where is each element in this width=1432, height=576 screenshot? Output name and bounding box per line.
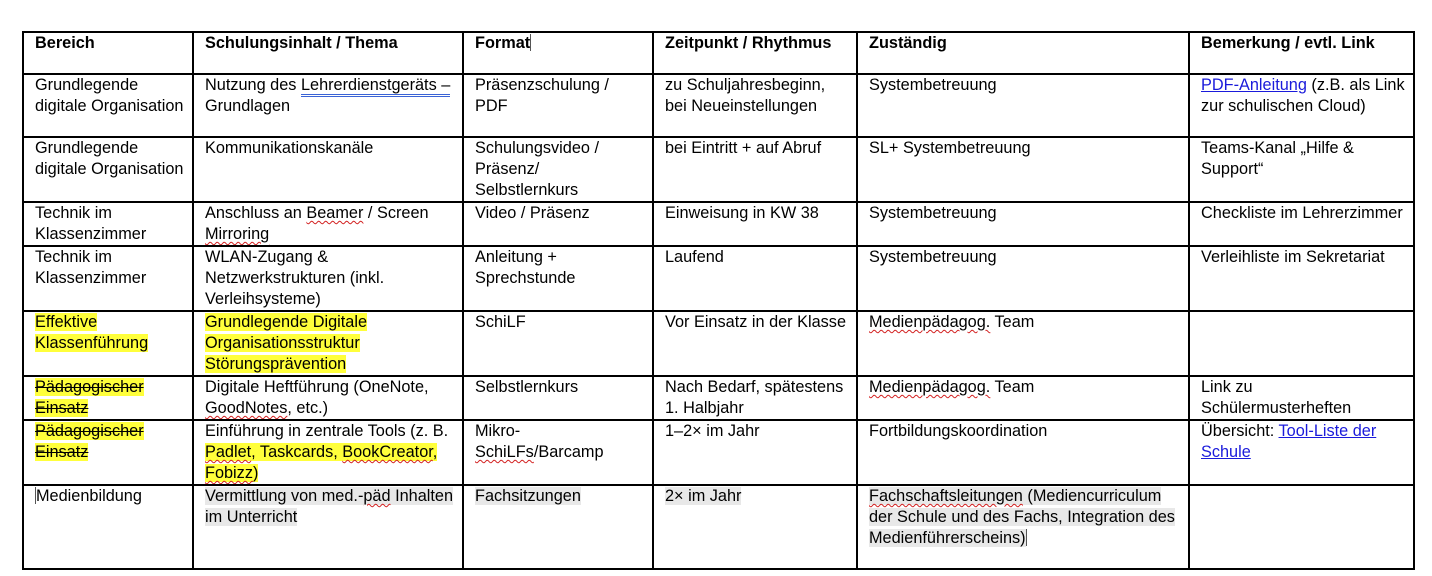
cell-bereich[interactable] [23, 376, 193, 420]
header-bemerkung[interactable]: Bemerkung / evtl. Link [1189, 32, 1414, 74]
cell-format[interactable] [463, 485, 653, 569]
text: (Mediencurriculum der Schule und des Fachs, Integration des Medienführerscheins) [869, 487, 1175, 547]
spellcheck-word: SchiLFs [475, 443, 534, 461]
cell-thema[interactable] [193, 376, 463, 420]
text: Medienbildung [36, 487, 142, 505]
selected-text: Fachsitzungen [475, 487, 581, 505]
spellcheck-word: Beamer [306, 204, 364, 222]
text: Übersicht: [1201, 422, 1279, 440]
cell-zustaendig[interactable]: Systembetreuung [857, 74, 1189, 137]
cell-zustaendig[interactable] [857, 485, 1189, 569]
text: Grundlagen [205, 97, 291, 115]
highlighted-strikethrough-text: Pädagogischer Einsatz [35, 378, 144, 417]
spellcheck-word: BookCreator [342, 443, 433, 461]
grammar-marked-text [301, 76, 450, 97]
spellcheck-word: Padlet [205, 443, 252, 461]
cell-format[interactable]: Schulungsvideo / Präsenz/ Selbstlernkurs [463, 137, 653, 202]
cell-thema[interactable] [193, 485, 463, 569]
cell-format[interactable] [463, 420, 653, 485]
text: , [432, 443, 438, 461]
cell-zustaendig[interactable] [857, 376, 1189, 420]
cell-thema[interactable]: WLAN-Zugang & Netzwerkstrukturen (inkl. Verleihsysteme) [193, 246, 463, 311]
cell-format[interactable]: Video / Präsenz [463, 202, 653, 246]
table-row [23, 485, 1414, 569]
cell-bereich[interactable]: Technik im Klassenzimmer [23, 202, 193, 246]
cell-format[interactable]: SchiLF [463, 311, 653, 376]
cell-zeitpunkt[interactable]: Laufend [653, 246, 857, 311]
selected-text: 2× im Jahr [665, 487, 742, 505]
cell-bemerkung[interactable]: Teams-Kanal „Hilfe & Support“ [1189, 137, 1414, 202]
text: /Barcamp [533, 443, 604, 461]
cell-bereich[interactable]: Grundlegende digitale Organisation [23, 137, 193, 202]
cell-zustaendig[interactable]: Fortbildungskoordination [857, 420, 1189, 485]
cell-zustaendig[interactable] [857, 311, 1189, 376]
text: , Taskcards, [251, 443, 343, 461]
cell-zeitpunkt[interactable]: Nach Bedarf, spätestens 1. Halbjahr [653, 376, 857, 420]
text: Team [990, 378, 1035, 396]
cell-bemerkung[interactable] [1189, 485, 1414, 569]
table-row [23, 420, 1414, 485]
header-thema[interactable]: Schulungsinhalt / Thema [193, 32, 463, 74]
spellcheck-word: Fachschaftsleitungen [869, 487, 1023, 505]
highlighted-text: Effektive Klassenführung [35, 313, 149, 352]
training-plan-table [22, 31, 1415, 570]
highlighted-strikethrough-text: Pädagogischer Einsatz [35, 422, 144, 461]
text: , etc.) [287, 399, 329, 417]
cell-zeitpunkt[interactable]: zu Schuljahresbeginn, bei Neueinstellungen [653, 74, 857, 137]
spellcheck-word: Medienpädagog. [869, 313, 991, 331]
table-row [23, 202, 1414, 246]
text: Team [990, 313, 1035, 331]
text: Digitale Heftführung (OneNote, [205, 378, 429, 396]
table-row [23, 246, 1414, 311]
text: Anschluss an [205, 204, 307, 222]
table-row [23, 74, 1414, 137]
text: – [436, 76, 451, 94]
cell-bemerkung[interactable]: Checkliste im Lehrerzimmer [1189, 202, 1414, 246]
cell-zeitpunkt[interactable]: 1–2× im Jahr [653, 420, 857, 485]
text: Nutzung des [205, 76, 301, 94]
tool-liste-link[interactable]: Tool-Liste der Schule [1201, 422, 1377, 461]
table-row [23, 311, 1414, 376]
text: (z.B. als Link zur schulischen Cloud) [1201, 76, 1405, 115]
text: Mikro- [475, 422, 521, 440]
spellcheck-word: GoodNotes [205, 399, 288, 417]
cell-zeitpunkt[interactable]: bei Eintritt + auf Abruf [653, 137, 857, 202]
cell-zeitpunkt[interactable]: Einweisung in KW 38 [653, 202, 857, 246]
cell-thema[interactable]: Kommunikationskanäle [193, 137, 463, 202]
highlighted-text: Grundlegende Digitale Organisationsstruktur Störungsprävention [205, 313, 368, 373]
cell-bemerkung[interactable] [1189, 74, 1414, 137]
cell-bemerkung[interactable]: Verleihliste im Sekretariat [1189, 246, 1414, 311]
text-cursor [530, 34, 531, 51]
table-row [23, 137, 1414, 202]
selected-text [205, 487, 453, 526]
highlighted-text [205, 443, 437, 482]
cell-zustaendig[interactable]: Systembetreuung [857, 246, 1189, 311]
pdf-anleitung-link[interactable]: PDF-Anleitung [1201, 76, 1307, 94]
cell-thema[interactable] [193, 202, 463, 246]
header-zeitpunkt[interactable]: Zeitpunkt / Rhythmus [653, 32, 857, 74]
cell-bemerkung[interactable] [1189, 420, 1414, 485]
spellcheck-word: Medienpädagog. [869, 378, 991, 396]
cell-bereich[interactable] [23, 485, 193, 569]
text: / Screen [363, 204, 429, 222]
header-bereich[interactable]: Bereich [23, 32, 193, 74]
cell-format[interactable]: Präsenzschulung / PDF [463, 74, 653, 137]
cell-zeitpunkt[interactable] [653, 485, 857, 569]
cell-format[interactable]: Selbstlernkurs [463, 376, 653, 420]
header-format-text: Format [475, 34, 531, 52]
spellcheck-word: Mirroring [205, 225, 270, 243]
cell-thema[interactable] [193, 420, 463, 485]
text: Lehrerdienstgeräts [300, 76, 437, 94]
header-zustaendig[interactable]: Zuständig [857, 32, 1189, 74]
spellcheck-word: päd [363, 487, 391, 505]
cell-bereich[interactable] [23, 420, 193, 485]
selected-text [869, 487, 1175, 547]
text: Vermittlung von med.- [205, 487, 364, 505]
cell-bereich[interactable]: Technik im Klassenzimmer [23, 246, 193, 311]
cell-bereich[interactable]: Grundlegende digitale Organisation [23, 74, 193, 137]
cell-bemerkung[interactable] [1189, 311, 1414, 376]
cell-thema[interactable] [193, 311, 463, 376]
spellcheck-word: Fobizz [205, 464, 253, 482]
cell-format[interactable]: Anleitung + Sprechstunde [463, 246, 653, 311]
cell-zustaendig[interactable]: Systembetreuung [857, 202, 1189, 246]
text: ) [252, 464, 259, 482]
text: Inhalten im Unterricht [205, 487, 454, 526]
text: Einführung in zentrale Tools (z. B. [205, 422, 449, 440]
cell-bemerkung[interactable]: Link zu Schülermusterheften [1189, 376, 1414, 420]
cell-zeitpunkt[interactable]: Vor Einsatz in der Klasse [653, 311, 857, 376]
cell-thema[interactable] [193, 74, 463, 137]
cell-zustaendig[interactable]: SL+ Systembetreuung [857, 137, 1189, 202]
header-row [23, 32, 1414, 74]
cell-bereich[interactable] [23, 311, 193, 376]
table-row [23, 376, 1414, 420]
text-cursor [1026, 529, 1027, 546]
header-format[interactable] [463, 32, 653, 74]
